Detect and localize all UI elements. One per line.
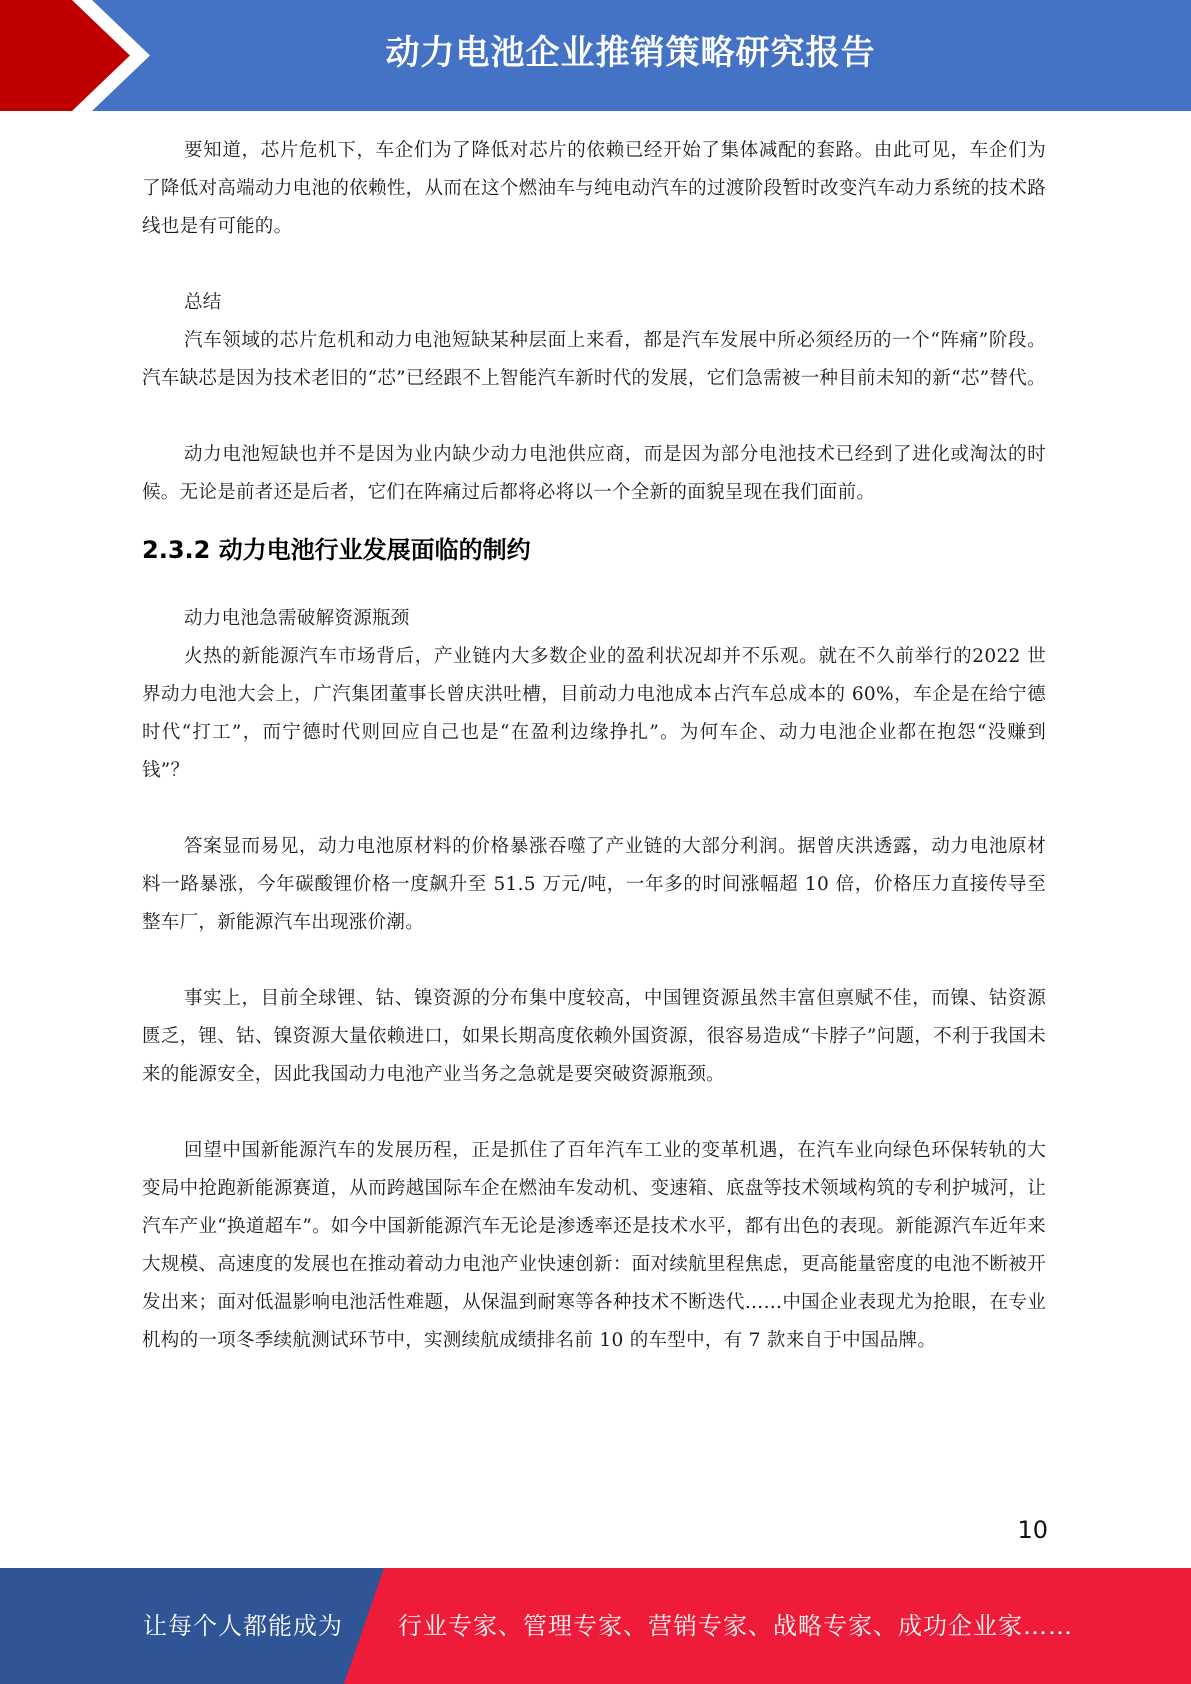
paragraph-chip-crisis: 要知道，芯片危机下，车企们为了降低对芯片的依赖已经开始了集体减配的套路。由此可见，车企们为了降低对高端动力电池的依赖性，从而在这个燃油车与纯电动汽车的过渡阶段暂时改变汽车动力系统的技术路线也是有可能的。 bbox=[142, 140, 1046, 237]
footer-slogan-right: 行业专家、管理专家、营销专家、战略专家、成功企业家…… bbox=[398, 1612, 1073, 1640]
section-heading: 2.3.2 动力电池行业发展面临的制约 bbox=[142, 536, 531, 564]
page-footer bbox=[0, 1568, 1191, 1684]
footer-slogan-left: 让每个人都能成为 bbox=[143, 1612, 343, 1640]
report-title: 动力电池企业推销策略研究报告 bbox=[385, 33, 876, 73]
paragraph-profit: 火热的新能源汽车市场背后，产业链内大多数企业的盈利状况却并不乐观。就在不久前举行的2022 世界动力电池大会上，广汽集团董事长曾庆洪吐槽，目前动力电池成本占汽车总成本的 60%，车企是在给宁德时代“打工”，而宁德时代则回应自己也是“在盈利边缘挣扎”。为何车企、动力电池企业都在抱怨“没赚到钱”？ bbox=[142, 646, 1046, 781]
paragraph-battery-shortage: 动力电池短缺也并不是因为业内缺少动力电池供应商，而是因为部分电池技术已经到了进化或淘汰的时候。无论是前者还是后者，它们在阵痛过后都将必将以一个全新的面貌呈现在我们面前。 bbox=[142, 444, 1046, 503]
page-header bbox=[0, 0, 1191, 111]
page-number: 10 bbox=[1017, 1516, 1048, 1544]
paragraph-summary: 汽车领域的芯片危机和动力电池短缺某种层面上来看，都是汽车发展中所必须经历的一个“阵痛”阶段。汽车缺芯是因为技术老旧的“芯”已经跟不上智能汽车新时代的发展，它们急需被一种目前未知的新“芯”替代。 bbox=[142, 330, 1046, 389]
subsection-label: 动力电池急需破解资源瓶颈 bbox=[184, 608, 410, 629]
paragraph-raw-materials: 答案显而易见，动力电池原材料的价格暴涨吞噬了产业链的大部分利润。据曾庆洪透露，动力电池原材料一路暴涨，今年碳酸锂价格一度飙升至 51.5 万元/吨，一年多的时间涨幅超 10 倍，价格压力直接传导至整车厂，新能源汽车出现涨价潮。 bbox=[142, 836, 1046, 933]
document-body bbox=[142, 132, 1046, 1360]
paragraph-development: 回望中国新能源汽车的发展历程，正是抓住了百年汽车工业的变革机遇，在汽车业向绿色环保转轨的大变局中抢跑新能源赛道，从而跨越国际车企在燃油车发动机、变速箱、底盘等技术领域构筑的专利护城河，让汽车产业“换道超车”。如今中国新能源汽车无论是渗透率还是技术水平，都有出色的表现。新能源汽车近年来大规模、高速度的发展也在推动着动力电池产业快速创新：面对续航里程焦虑，更高能量密度的电池不断被开发出来；面对低温影响电池活性难题，从保温到耐寒等各种技术不断迭代……中国企业表现尤为抢眼，在专业机构的一项冬季续航测试环节中，实测续航成绩排名前 10 的车型中，有 7 款来自于中国品牌。 bbox=[142, 1140, 1046, 1351]
summary-label: 总结 bbox=[184, 292, 222, 313]
paragraph-resources: 事实上，目前全球锂、钴、镍资源的分布集中度较高，中国锂资源虽然丰富但禀赋不佳，而镍、钴资源匮乏，锂、钴、镍资源大量依赖进口，如果长期高度依赖外国资源，很容易造成“卡脖子”问题，不利于我国未来的能源安全，因此我国动力电池产业当务之急就是要突破资源瓶颈。 bbox=[142, 988, 1046, 1085]
